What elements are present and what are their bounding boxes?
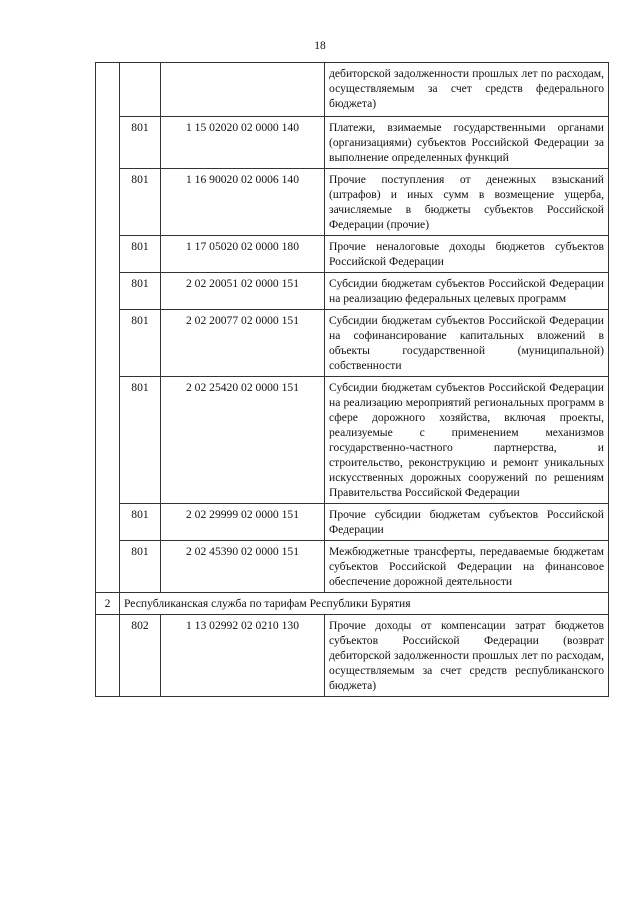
revenue-code-cell: 1 16 90020 02 0006 140 (161, 169, 325, 236)
revenue-code-cell: 2 02 45390 02 0000 151 (161, 541, 325, 593)
revenue-code-cell: 2 02 20077 02 0000 151 (161, 310, 325, 377)
table-row (96, 615, 609, 697)
revenue-code-cell: 1 15 02020 02 0000 140 (161, 117, 325, 169)
revenue-code-cell (161, 63, 325, 117)
section-number: 2 (96, 593, 120, 615)
revenue-name-cell: Субсидии бюджетам субъектов Российской Федерации на реализацию мероприятий региональных программ в сфере дорожного хозяйства, включая проекты, реализуемые с применением механизмов государственно-частного партнерства, и строительство, реконструкцию и ремонт уникальных искусственных дорожных сооружений по решениям Правительства Российской Федерации (325, 377, 609, 504)
row-number-cell (96, 615, 120, 697)
revenue-name-cell: Межбюджетные трансферты, передаваемые бюджетам субъектов Российской Федерации на финансовое обеспечение дорожной деятельности (325, 541, 609, 593)
revenue-codes-table (95, 62, 609, 697)
revenue-name-cell: Платежи, взимаемые государственными органами (организациями) субъектов Российской Федерации за выполнение определенных функций (325, 117, 609, 169)
revenue-name-cell: Субсидии бюджетам субъектов Российской Федерации на софинансирование капитальных вложений в объекты государственной (муниципальной) собственности (325, 310, 609, 377)
section-header-row (96, 593, 609, 615)
page-number: 18 (314, 40, 326, 52)
admin-code-cell (120, 63, 161, 117)
admin-code-cell: 801 (120, 504, 161, 541)
table-row (96, 63, 609, 117)
revenue-name-cell: Прочие субсидии бюджетам субъектов Российской Федерации (325, 504, 609, 541)
revenue-name-cell: Прочие доходы от компенсации затрат бюджетов субъектов Российской Федерации (возврат дебиторской задолженности прошлых лет по расходам, осуществляемым за счет средств республиканского бюджета) (325, 615, 609, 697)
revenue-name-cell: дебиторской задолженности прошлых лет по расходам, осуществляемым за счет средств федерального бюджета) (325, 63, 609, 117)
admin-code-cell: 801 (120, 377, 161, 504)
admin-code-cell: 801 (120, 117, 161, 169)
revenue-code-cell: 1 17 05020 02 0000 180 (161, 236, 325, 273)
table-row (96, 504, 609, 541)
table-row (96, 169, 609, 236)
table-row (96, 377, 609, 504)
table-row (96, 117, 609, 169)
revenue-name-cell: Прочие поступления от денежных взысканий (штрафов) и иных сумм в возмещение ущерба, зачисляемые в бюджеты субъектов Российской Федерации (прочие) (325, 169, 609, 236)
revenue-name-cell: Прочие неналоговые доходы бюджетов субъектов Российской Федерации (325, 236, 609, 273)
revenue-name-cell: Субсидии бюджетам субъектов Российской Федерации на реализацию федеральных целевых программ (325, 273, 609, 310)
table-row (96, 236, 609, 273)
table-row (96, 273, 609, 310)
revenue-code-cell: 2 02 20051 02 0000 151 (161, 273, 325, 310)
admin-code-cell: 801 (120, 236, 161, 273)
table-row (96, 541, 609, 593)
admin-code-cell: 802 (120, 615, 161, 697)
admin-code-cell: 801 (120, 273, 161, 310)
row-number-cell (96, 63, 120, 593)
section-title: Республиканская служба по тарифам Республики Бурятия (120, 593, 609, 615)
revenue-code-cell: 2 02 29999 02 0000 151 (161, 504, 325, 541)
admin-code-cell: 801 (120, 541, 161, 593)
table-row (96, 310, 609, 377)
revenue-code-cell: 2 02 25420 02 0000 151 (161, 377, 325, 504)
revenue-code-cell: 1 13 02992 02 0210 130 (161, 615, 325, 697)
admin-code-cell: 801 (120, 310, 161, 377)
admin-code-cell: 801 (120, 169, 161, 236)
